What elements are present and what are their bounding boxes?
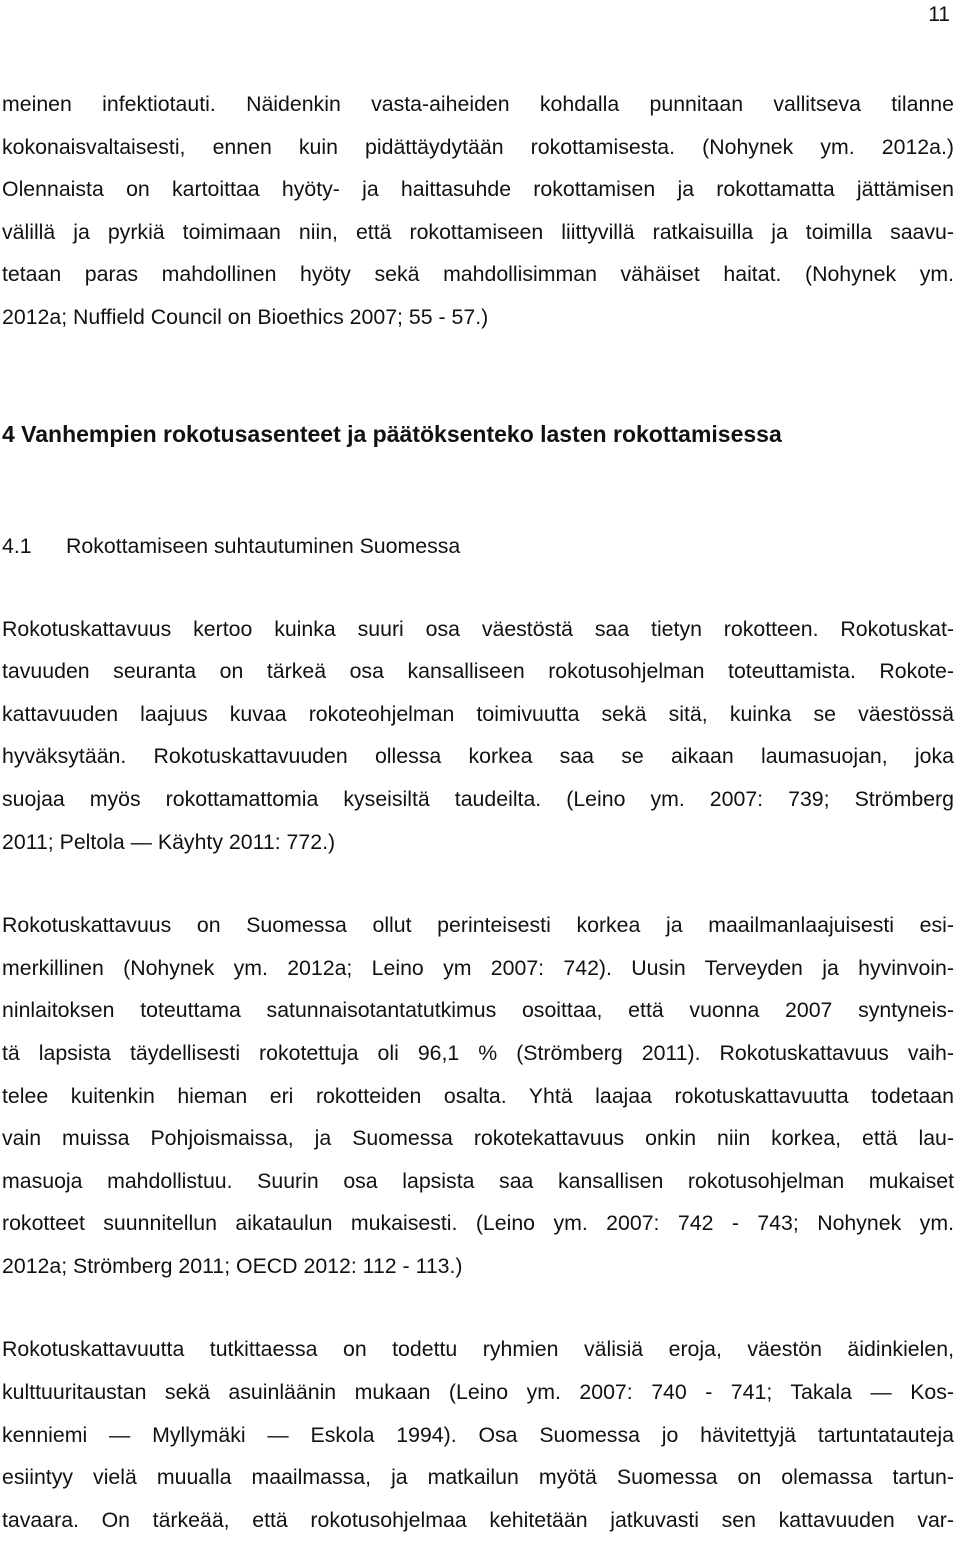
paragraph-1: [2, 83, 954, 339]
text-line: kenniemi — Myllymäki — Eskola 1994). Osa Suomessa jo hävitettyjä tartuntatauteja: [2, 1422, 954, 1447]
text-line: kokonaisvaltaisesti, ennen kuin pidättäydytään rokottamisesta. (Nohynek ym. 2012a.): [2, 134, 954, 159]
text-line: hyväksytään. Rokotuskattavuuden ollessa korkea saa se aikaan laumasuojan, joka: [2, 744, 954, 769]
paragraph-3: [2, 904, 954, 1287]
paragraph-4: [2, 1328, 954, 1541]
text-line: meinen infektiotauti. Näidenkin vasta-aiheiden kohdalla punnitaan vallitseva tilanne: [2, 92, 954, 116]
text-line: Olennaista on kartoittaa hyöty- ja haittasuhde rokottamisen ja rokottamatta jättämisen: [2, 177, 954, 202]
text-line: rokotteet suunnitellun aikataulun mukaisesti. (Leino ym. 2007: 742 - 743; Nohynek ym.: [2, 1211, 954, 1236]
text-line: välillä ja pyrkiä toimimaan niin, että rokottamiseen liittyvillä ratkaisuilla ja toimilla saavu-: [2, 219, 954, 244]
page-number: 11: [928, 3, 950, 26]
text-line: ninlaitoksen toteuttama satunnaisotantatutkimus osoittaa, että vuonna 2007 syntyneis-: [2, 998, 954, 1023]
text-line: kattavuuden laajuus kuvaa rokoteohjelman toimivuutta sekä sitä, kuinka se väestössä: [2, 701, 954, 726]
page-content: [2, 83, 954, 1541]
text-line: tavaara. On tärkeää, että rokotusohjelmaa kehitetään jatkuvasti sen kattavuuden var-: [2, 1507, 954, 1532]
text-line: suojaa myös rokottamattomia kyseisiltä taudeilta. (Leino ym. 2007: 739; Strömberg: [2, 786, 954, 811]
text-line: esiintyy vielä muualla maailmassa, ja matkailun myötä Suomessa on olemassa tartun-: [2, 1465, 954, 1490]
chapter-heading: 4 Vanhempien rokotusasenteet ja päätöksenteko lasten rokottamisessa: [2, 420, 782, 447]
text-line: tavuuden seuranta on tärkeä osa kansalliseen rokotusohjelman toteuttamista. Rokote-: [2, 659, 954, 684]
text-line: telee kuitenkin hieman eri rokotteiden osalta. Yhtä laajaa rokotuskattavuutta todetaan: [2, 1083, 954, 1108]
text-line: kulttuuritaustan sekä asuinläänin mukaan (Leino ym. 2007: 740 - 741; Takala — Kos-: [2, 1380, 954, 1405]
text-line: vain muissa Pohjoismaissa, ja Suomessa rokotekattavuus onkin niin korkea, että lau-: [2, 1126, 954, 1151]
text-line: 2012a; Strömberg 2011; OECD 2012: 112 - 113.): [2, 1253, 463, 1278]
text-line: masuoja mahdollistuu. Suurin osa lapsista saa kansallisen rokotusohjelman mukaiset: [2, 1168, 954, 1193]
section-title: Rokottamiseen suhtautuminen Suomessa: [66, 533, 461, 558]
text-line: merkillinen (Nohynek ym. 2012a; Leino ym 2007: 742). Uusin Terveyden ja hyvinvoin-: [2, 955, 954, 980]
section-number: 4.1: [2, 533, 32, 558]
text-line: 2011; Peltola — Käyhty 2011: 772.): [2, 829, 336, 854]
text-line: Rokotuskattavuutta tutkittaessa on todettu ryhmien välisiä eroja, väestön äidinkielen,: [2, 1337, 954, 1362]
text-line: Rokotuskattavuus on Suomessa ollut perinteisesti korkea ja maailmanlaajuisesti esi-: [2, 913, 954, 938]
text-line: tetaan paras mahdollinen hyöty sekä mahdollisimman vähäiset haitat. (Nohynek ym.: [2, 262, 954, 287]
paragraph-2: [2, 608, 954, 864]
section-heading: [2, 525, 954, 567]
text-line: tä lapsista täydellisesti rokotettuja oli 96,1 % (Strömberg 2011). Rokotuskattavuus vaih-: [2, 1040, 954, 1065]
text-line: 2012a; Nuffield Council on Bioethics 2007; 55 - 57.): [2, 304, 489, 329]
text-line: Rokotuskattavuus kertoo kuinka suuri osa väestöstä saa tietyn rokotteen. Rokotuskat-: [2, 616, 954, 641]
